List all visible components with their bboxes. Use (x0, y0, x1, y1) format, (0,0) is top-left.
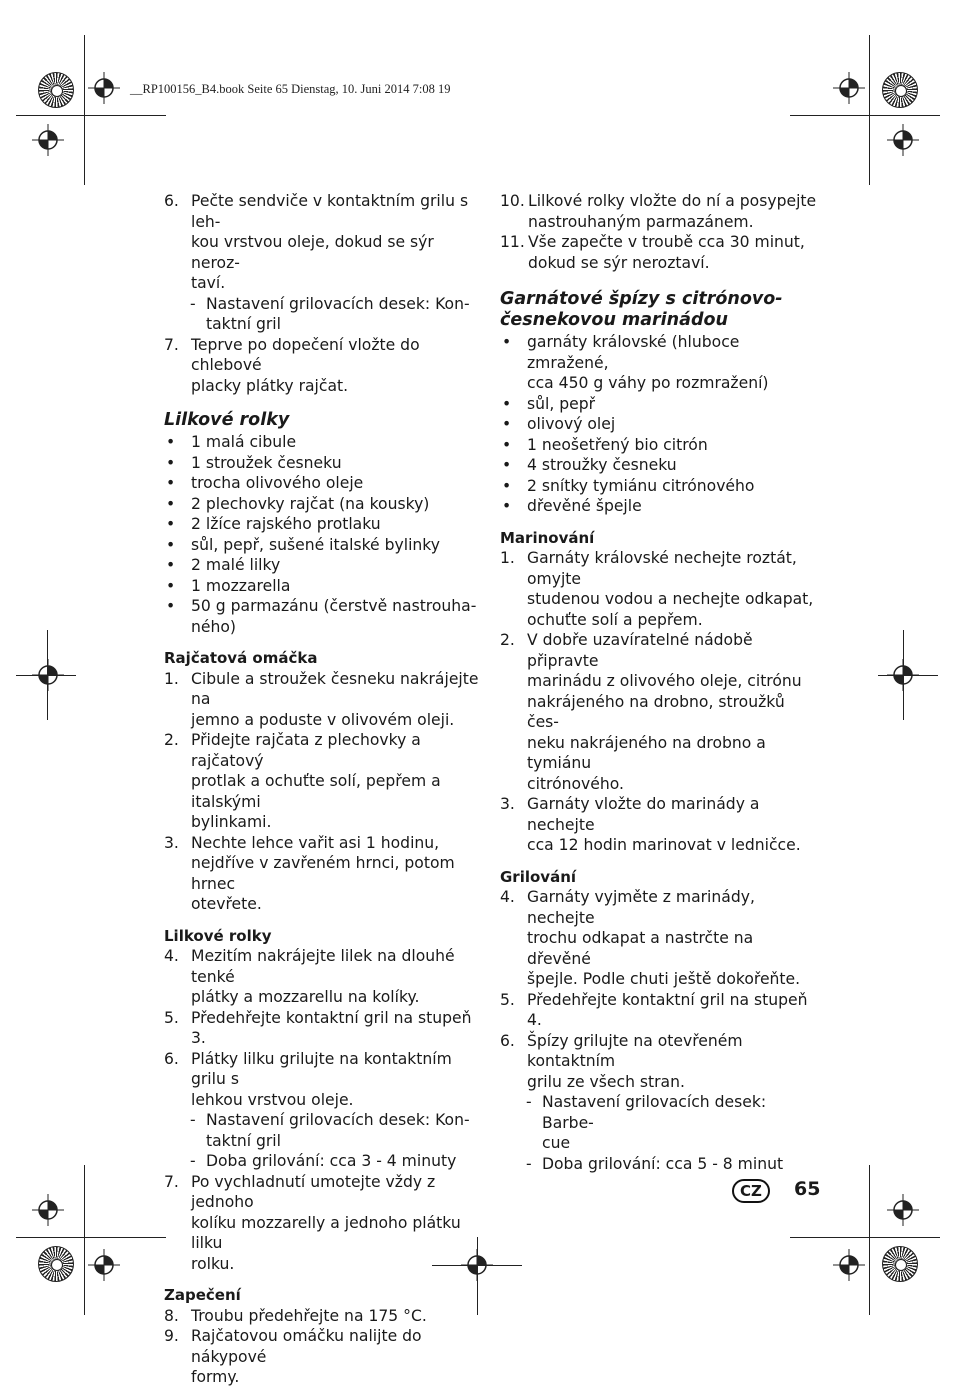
bullet-icon: • (166, 474, 176, 492)
step-text (500, 990, 820, 1031)
bullet-icon: • (502, 333, 512, 351)
text-line: cue (542, 1134, 571, 1152)
text-line: taktní gril (206, 1131, 281, 1150)
step-number: 1. (500, 549, 515, 567)
bullet-icon: • (166, 515, 176, 533)
text-line: dřevěné špejle (527, 497, 642, 515)
text-line: 2 plechovky rajčat (na kousky) (191, 494, 430, 513)
steps-list (164, 1306, 484, 1388)
sub-item (164, 1110, 484, 1151)
text-line: Garnáty královské nechejte roztát, omyjte (527, 549, 797, 588)
text-line: Mezitím nakrájejte lilek na dlouhé tenké (191, 947, 455, 986)
registration-mark-icon (887, 1194, 919, 1226)
crop-mark (790, 115, 940, 116)
crop-mark (16, 115, 166, 116)
text-line: trochu odkapat a nastrčte na dřevěné (527, 929, 754, 968)
text-line: Doba grilování: cca 5 - 8 minut (542, 1154, 784, 1173)
ingredient-item (500, 435, 820, 456)
step-item (164, 730, 484, 833)
text-line: Garnáty vyjměte z marinády, nechejte (527, 888, 755, 927)
registration-mark-icon (32, 659, 64, 691)
section-title (500, 289, 820, 331)
dash-marker: - (190, 294, 196, 313)
step-number: 5. (500, 990, 515, 1009)
step-text (164, 1008, 484, 1049)
step-number: 4. (500, 888, 515, 906)
step-item (164, 1049, 484, 1111)
text-line: Předehřejte kontaktní gril na stupeň 3. (191, 1008, 472, 1047)
text-line: Cibule a stroužek česneku nakrájejte na (191, 669, 479, 708)
dash-marker: - (526, 1154, 532, 1173)
step-text (164, 335, 484, 397)
bullet-icon: • (502, 476, 512, 495)
text-line: špejle. Podle chuti ještě dokořeňte. (527, 970, 801, 988)
sub-item (500, 1154, 820, 1175)
text-line: Nastavení grilovacích desek: Barbe- (542, 1093, 767, 1132)
crop-mark (16, 1237, 166, 1238)
step-number: 6. (164, 192, 179, 210)
step-item (500, 1031, 820, 1093)
ingredient-item (500, 414, 820, 435)
text-line: Po vychladnutí umotejte vždy z jednoho (191, 1172, 436, 1211)
bullet-icon: • (166, 535, 176, 554)
step-text (500, 1031, 820, 1093)
text-line: protlak a ochuťte solí, pepřem a italskými (191, 772, 441, 811)
step-item (164, 946, 484, 1008)
text-line: Nastavení grilovacích desek: Kon- (206, 294, 470, 313)
text-line: jemno a poduste v olivovém oleji. (191, 710, 455, 729)
sub-item (500, 1092, 820, 1154)
text-line: kou vrstvou oleje, dokud se sýr neroz- (191, 233, 434, 272)
text-line: Doba grilování: cca 3 - 4 minuty (206, 1152, 457, 1170)
text-line: garnáty královské (hluboce zmražené, (527, 333, 740, 372)
ingredient-item (164, 576, 484, 597)
step-item (500, 990, 820, 1031)
ingredient-item (500, 394, 820, 415)
step-text (164, 833, 484, 915)
step-item (164, 1306, 484, 1327)
crop-mark (84, 1165, 85, 1315)
text-line: plátky a mozzarellu na kolíky. (191, 988, 420, 1006)
text-line: nejdříve v zavřeném hrnci, potom hrnec (191, 854, 455, 893)
text-line: trocha olivového oleje (191, 474, 364, 492)
step-text (500, 191, 820, 232)
step-item (500, 191, 820, 232)
ingredient-list (164, 432, 484, 637)
ingredient-item (500, 455, 820, 476)
step-item (164, 191, 484, 294)
text-line: 1 malá cibule (191, 433, 297, 451)
color-rosette-icon (38, 72, 74, 108)
step-number: 2. (500, 631, 515, 649)
steps-list (164, 669, 484, 915)
subsection-title: Grilování (500, 867, 577, 886)
steps-list (500, 191, 820, 273)
steps-list (500, 548, 820, 856)
bullet-icon: • (166, 433, 176, 451)
bullet-icon: • (502, 415, 512, 433)
step-number: 6. (164, 1049, 179, 1068)
step-number: 9. (164, 1327, 179, 1345)
text-line: V dobře uzavíratelné nádobě připravte (527, 631, 753, 670)
bullet-icon: • (502, 435, 512, 454)
subsection-title: Lilkové rolky (164, 926, 272, 945)
text-line: olivový olej (527, 415, 616, 433)
step-text (164, 1326, 484, 1388)
dash-marker: - (190, 1152, 196, 1170)
text-line: 2 malé lilky (191, 556, 281, 574)
text-line: Teprve po dopečení vložte do chlebové (191, 335, 420, 374)
step-text (164, 669, 484, 731)
step-text (164, 946, 484, 1008)
crop-mark (790, 1237, 940, 1238)
step-number: 7. (164, 1172, 179, 1191)
step-text (500, 630, 820, 794)
bullet-icon: • (166, 556, 176, 574)
dash-marker: - (190, 1111, 196, 1129)
registration-mark-icon (833, 72, 865, 104)
text-line: placky plátky rajčat. (191, 376, 349, 395)
sub-item (164, 1151, 484, 1172)
text-line: ochuťte solí a pepřem. (527, 610, 703, 629)
step-text (500, 887, 820, 990)
step-number: 8. (164, 1306, 179, 1325)
section-title-line: česnekovou marinádou (500, 310, 728, 330)
step-item (164, 833, 484, 915)
text-line: sůl, pepř (527, 394, 596, 413)
ingredient-list (500, 332, 820, 517)
step-number: 6. (500, 1031, 515, 1050)
text-line: formy. (191, 1368, 240, 1386)
text-line: Lilkové rolky vložte do ní a posypejte (528, 192, 817, 210)
ingredient-item (164, 494, 484, 515)
bullet-icon: • (166, 576, 176, 595)
subsection-title: Marinování (500, 528, 595, 547)
bullet-icon: • (166, 597, 176, 615)
registration-mark-icon (32, 1194, 64, 1226)
bullet-icon: • (166, 453, 176, 472)
color-rosette-icon (38, 1246, 74, 1282)
registration-mark-icon (887, 659, 919, 691)
bullet-icon: • (502, 456, 512, 474)
text-line: bylinkami. (191, 813, 272, 831)
step-number: 10. (500, 192, 525, 210)
ingredient-item (164, 535, 484, 556)
right-column (500, 191, 820, 1174)
steps-list (500, 887, 820, 1174)
step-item (164, 1326, 484, 1388)
step-item (164, 1008, 484, 1049)
step-item (500, 887, 820, 990)
step-number: 7. (164, 335, 179, 354)
step-text (500, 794, 820, 856)
text-line: Špízy grilujte na otevřeném kontaktním (527, 1031, 743, 1070)
ingredient-item (500, 332, 820, 394)
ingredient-item (500, 476, 820, 497)
steps-list (164, 191, 484, 396)
step-item (164, 335, 484, 397)
step-text (164, 1172, 484, 1275)
registration-mark-icon (833, 1249, 865, 1281)
print-header: __RP100156_B4.book Seite 65 Dienstag, 10. Juni 2014 7:08 19 (130, 82, 451, 96)
text-line: dokud se sýr neroztaví. (528, 253, 710, 272)
sub-item (164, 294, 484, 335)
crop-mark (869, 35, 870, 185)
text-line: Předehřejte kontaktní gril na stupeň 4. (527, 990, 808, 1029)
step-item (500, 794, 820, 856)
step-number: 4. (164, 947, 179, 965)
text-line: 1 stroužek česneku (191, 453, 342, 472)
ingredient-item (164, 596, 484, 637)
step-item (164, 669, 484, 731)
text-line: taví. (191, 274, 226, 292)
dash-marker: - (526, 1093, 532, 1111)
step-number: 3. (500, 795, 515, 813)
text-line: kolíku mozzarelly a jednoho plátku lilku (191, 1213, 461, 1252)
text-line: 2 lžíce rajského protlaku (191, 515, 381, 533)
text-line: grilu ze všech stran. (527, 1072, 685, 1091)
text-line: cca 450 g váhy po rozmražení) (527, 374, 769, 392)
step-number: 3. (164, 833, 179, 852)
text-line: Nastavení grilovacích desek: Kon- (206, 1111, 470, 1129)
text-line: sůl, pepř, sušené italské bylinky (191, 535, 440, 554)
step-number: 5. (164, 1008, 179, 1027)
subsection-title: Zapečení (164, 1286, 241, 1304)
bullet-icon: • (166, 494, 176, 513)
crop-mark (84, 35, 85, 185)
ingredient-item (500, 496, 820, 517)
bullet-icon: • (502, 394, 512, 413)
step-number: 1. (164, 669, 179, 688)
text-line: rolku. (191, 1254, 235, 1273)
ingredient-item (164, 432, 484, 453)
text-line: nastrouhaným parmazánem. (528, 212, 754, 231)
ingredient-item (164, 514, 484, 535)
subsection-title: Rajčatová omáčka (164, 649, 318, 667)
step-text (164, 730, 484, 833)
step-number: 11. (500, 233, 525, 251)
text-line: 4 stroužky česneku (527, 456, 677, 474)
step-text (500, 548, 820, 630)
step-text (164, 1306, 484, 1327)
registration-mark-icon (887, 124, 919, 156)
text-line: Plátky lilku grilujte na kontaktním grilu s (191, 1049, 452, 1088)
text-line: otevřete. (191, 895, 262, 913)
text-line: Garnáty vložte do marinády a nechejte (527, 795, 760, 834)
step-text (500, 232, 820, 273)
steps-list (164, 946, 484, 1274)
step-text (164, 1049, 484, 1111)
text-line: ného) (191, 617, 236, 636)
text-line: taktní gril (206, 315, 281, 333)
left-column (164, 191, 484, 1388)
step-item (164, 1172, 484, 1275)
country-badge: CZ (732, 1179, 770, 1203)
registration-mark-icon (32, 124, 64, 156)
text-line: Nechte lehce vařit asi 1 hodinu, (191, 833, 440, 852)
page-number: 65 (794, 1178, 821, 1200)
ingredient-item (164, 453, 484, 474)
text-line: marinádu z olivového oleje, citrónu (527, 672, 802, 690)
color-rosette-icon (882, 72, 918, 108)
crop-mark (869, 1165, 870, 1315)
registration-mark-icon (88, 72, 120, 104)
step-number: 2. (164, 731, 179, 749)
text-line: 50 g parmazánu (čerstvě nastrouha- (191, 597, 477, 615)
text-line: lehkou vrstvou oleje. (191, 1090, 354, 1109)
text-line: Troubu předehřejte na 175 °C. (191, 1306, 427, 1325)
ingredient-item (164, 555, 484, 576)
text-line: cca 12 hodin marinovat v ledničce. (527, 836, 801, 854)
text-line: studenou vodou a nechejte odkapat, (527, 590, 814, 608)
step-item (500, 232, 820, 273)
text-line: Přidejte rajčata z plechovky a rajčatový (191, 731, 421, 770)
step-item (500, 630, 820, 794)
text-line: 2 snítky tymiánu citrónového (527, 476, 755, 495)
text-line: Vše zapečte v troubě cca 30 minut, (528, 233, 805, 251)
text-line: Pečte sendviče v kontaktním grilu s leh- (191, 192, 469, 231)
section-title: Lilkové rolky (164, 410, 290, 430)
text-line: neku nakrájeného na drobno a tymiánu (527, 733, 766, 772)
step-item (500, 548, 820, 630)
text-line: nakrájeného na drobno, stroužků čes- (527, 692, 785, 731)
text-line: 1 neošetřený bio citrón (527, 435, 708, 454)
text-line: 1 mozzarella (191, 576, 291, 595)
step-text (164, 191, 484, 294)
color-rosette-icon (882, 1246, 918, 1282)
text-line: citrónového. (527, 774, 624, 793)
registration-mark-icon (88, 1249, 120, 1281)
section-title-line: Garnátové špízy s citrónovo- (500, 289, 783, 309)
ingredient-item (164, 473, 484, 494)
text-line: Rajčatovou omáčku nalijte do nákypové (191, 1327, 422, 1366)
bullet-icon: • (502, 497, 512, 515)
